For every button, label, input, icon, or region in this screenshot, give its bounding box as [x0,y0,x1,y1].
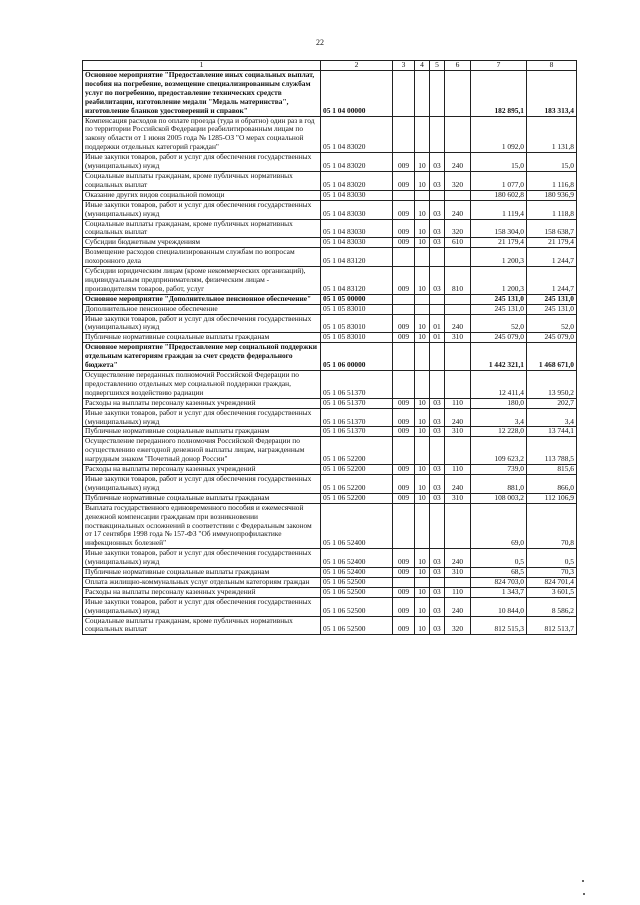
row-ministry: 009 [393,171,415,190]
col-header: 5 [430,61,445,71]
row-expense-type: 310 [445,427,471,437]
row-description: Иные закупки товаров, работ и услуг для обеспечения государственных (муниципальных) нужд [83,314,321,333]
row-value-year1: 0,5 [471,549,527,568]
row-expense-type: 240 [445,474,471,493]
row-section: 10 [415,465,430,475]
row-value-year2: 245 131,0 [527,304,577,314]
row-section [415,116,430,153]
row-expense-type: 240 [445,314,471,333]
row-subsection [430,437,445,465]
row-code: 05 1 04 83030 [321,200,393,219]
row-code: 05 1 06 51370 [321,427,393,437]
row-ministry: 009 [393,267,415,295]
row-subsection: 03 [430,465,445,475]
row-value-year1: 3,4 [471,408,527,427]
row-value-year1: 1 200,3 [471,267,527,295]
row-code: 05 1 05 83010 [321,314,393,333]
row-code: 05 1 06 52400 [321,503,393,549]
row-subsection: 03 [430,219,445,238]
row-code: 05 1 06 51370 [321,408,393,427]
row-subsection: 03 [430,398,445,408]
row-expense-type: 320 [445,171,471,190]
row-section [415,294,430,304]
row-description: Компенсация расходов по оплате проезда (туда и обратно) один раз в год по территории Российской Федерации реабилитированным лицам по закону области от 1 июня 2005 года № 1285-ОЗ "О мерах социальной поддержки отдельных категорий граждан" [83,116,321,153]
row-subsection: 03 [430,427,445,437]
row-value-year1: 21 179,4 [471,238,527,248]
table-row [83,343,577,371]
row-code: 05 1 04 83120 [321,248,393,267]
row-subsection [430,304,445,314]
table-row [83,219,577,238]
row-expense-type [445,577,471,587]
row-value-year2: 1 116,8 [527,171,577,190]
row-section [415,304,430,314]
row-description: Иные закупки товаров, работ и услуг для обеспечения государственных (муниципальных) нужд [83,200,321,219]
table-row [83,597,577,616]
row-code: 05 1 04 83020 [321,171,393,190]
row-code: 05 1 05 83010 [321,333,393,343]
row-value-year2: 3,4 [527,408,577,427]
row-value-year2: 824 701,4 [527,577,577,587]
row-expense-type: 310 [445,333,471,343]
row-value-year1: 1 200,3 [471,248,527,267]
row-subsection: 01 [430,314,445,333]
row-value-year2: 1 118,8 [527,200,577,219]
row-value-year1: 108 003,2 [471,493,527,503]
row-code: 05 1 06 52500 [321,587,393,597]
row-expense-type: 310 [445,493,471,503]
row-value-year2: 112 106,9 [527,493,577,503]
row-ministry [393,304,415,314]
row-value-year2: 1 131,8 [527,116,577,153]
row-subsection: 03 [430,171,445,190]
row-subsection: 03 [430,616,445,635]
table-row [83,116,577,153]
table-row [83,408,577,427]
row-section: 10 [415,153,430,172]
table-row [83,371,577,399]
row-ministry [393,577,415,587]
table-row [83,474,577,493]
row-description: Расходы на выплаты персоналу казенных учреждений [83,587,321,597]
row-description: Основное мероприятие "Предоставление мер социальной поддержки отдельным категориям граждан за счет средств федерального бюджета" [83,343,321,371]
row-value-year2: 1 244,7 [527,248,577,267]
row-value-year1: 158 304,0 [471,219,527,238]
row-subsection: 03 [430,238,445,248]
row-ministry: 009 [393,597,415,616]
row-section [415,577,430,587]
row-section: 10 [415,427,430,437]
row-subsection: 03 [430,587,445,597]
row-value-year1: 1 442 321,1 [471,343,527,371]
row-code: 05 1 06 52200 [321,474,393,493]
row-subsection: 03 [430,267,445,295]
row-value-year2: 158 638,7 [527,219,577,238]
row-value-year1: 109 623,2 [471,437,527,465]
row-value-year1: 52,0 [471,314,527,333]
row-value-year1: 739,0 [471,465,527,475]
row-ministry [393,437,415,465]
row-ministry: 009 [393,314,415,333]
col-header: 3 [393,61,415,71]
row-code: 05 1 06 52500 [321,616,393,635]
row-code: 05 1 06 52400 [321,568,393,578]
row-description: Социальные выплаты гражданам, кроме публичных нормативных социальных выплат [83,171,321,190]
row-value-year2: 13 950,2 [527,371,577,399]
row-description: Публичные нормативные социальные выплаты гражданам [83,333,321,343]
row-section: 10 [415,587,430,597]
row-code: 05 1 06 52200 [321,493,393,503]
row-description: Основное мероприятие "Дополнительное пенсионное обеспечение" [83,294,321,304]
table-row [83,577,577,587]
row-value-year1: 180,0 [471,398,527,408]
table-row [83,200,577,219]
row-description: Основное мероприятие "Предоставление иных социальных выплат, пособия на погребение, возмещение специализированным службам услуг по погребению, предоставление технических средств реабилитации, изготовление медали "Медаль материнства", изготовление бланков удостоверений и справок" [83,71,321,117]
row-description: Субсидии юридическим лицам (кроме некоммерческих организаций), индивидуальным предпринимателям, физическим лицам - производителям товаров, работ, услуг [83,267,321,295]
row-code: 05 1 04 83020 [321,116,393,153]
table-row [83,616,577,635]
table-row [83,503,577,549]
row-section: 10 [415,474,430,493]
row-value-year2: 0,5 [527,549,577,568]
row-value-year1: 68,5 [471,568,527,578]
row-expense-type [445,190,471,200]
row-expense-type [445,437,471,465]
row-description: Дополнительное пенсионное обеспечение [83,304,321,314]
row-description: Иные закупки товаров, работ и услуг для обеспечения государственных (муниципальных) нужд [83,153,321,172]
row-ministry: 009 [393,549,415,568]
row-expense-type: 310 [445,568,471,578]
row-value-year1: 182 895,1 [471,71,527,117]
row-code: 05 1 06 00000 [321,343,393,371]
table-row [83,587,577,597]
row-value-year2: 815,6 [527,465,577,475]
row-code: 05 1 04 83030 [321,219,393,238]
col-header: 4 [415,61,430,71]
row-description: Публичные нормативные социальные выплаты гражданам [83,568,321,578]
col-header: 7 [471,61,527,71]
row-description: Иные закупки товаров, работ и услуг для обеспечения государственных (муниципальных) нужд [83,549,321,568]
page-number: 22 [316,38,324,47]
row-expense-type [445,294,471,304]
row-section [415,248,430,267]
row-subsection [430,503,445,549]
row-section: 10 [415,333,430,343]
row-section [415,371,430,399]
row-description: Оплата жилищно-коммунальных услуг отдельным категориям граждан [83,577,321,587]
row-value-year2: 15,0 [527,153,577,172]
row-section: 10 [415,171,430,190]
table-row [83,153,577,172]
row-subsection: 03 [430,153,445,172]
row-value-year1: 824 703,0 [471,577,527,587]
row-expense-type [445,503,471,549]
row-value-year1: 10 844,0 [471,597,527,616]
row-code: 05 1 06 51370 [321,398,393,408]
table-row [83,549,577,568]
row-description: Социальные выплаты гражданам, кроме публичных нормативных социальных выплат [83,219,321,238]
row-subsection: 01 [430,333,445,343]
row-expense-type: 240 [445,549,471,568]
row-section: 10 [415,549,430,568]
row-code: 05 1 06 52200 [321,465,393,475]
row-value-year2: 183 313,4 [527,71,577,117]
table-row [83,398,577,408]
row-description: Публичные нормативные социальные выплаты гражданам [83,493,321,503]
row-value-year1: 1 343,7 [471,587,527,597]
row-description: Возмещение расходов специализированным службам по вопросам похоронного дела [83,248,321,267]
header-row [83,61,577,71]
row-value-year1: 1 092,0 [471,116,527,153]
row-code: 05 1 04 83020 [321,153,393,172]
row-section [415,343,430,371]
row-code: 05 1 06 52200 [321,437,393,465]
row-subsection [430,343,445,371]
row-subsection [430,248,445,267]
row-ministry: 009 [393,408,415,427]
row-expense-type: 110 [445,398,471,408]
row-ministry [393,190,415,200]
row-code: 05 1 05 00000 [321,294,393,304]
row-expense-type: 110 [445,587,471,597]
row-value-year1: 812 515,3 [471,616,527,635]
row-subsection [430,71,445,117]
row-code: 05 1 06 52500 [321,577,393,587]
budget-table [82,60,577,635]
row-section: 10 [415,314,430,333]
row-ministry: 009 [393,616,415,635]
table-row [83,437,577,465]
row-code: 05 1 05 83010 [321,304,393,314]
row-value-year2: 8 586,2 [527,597,577,616]
row-value-year1: 245 079,0 [471,333,527,343]
table-row [83,465,577,475]
row-value-year2: 180 936,9 [527,190,577,200]
row-ministry [393,294,415,304]
row-description: Выплата государственного единовременного пособия и ежемесячной денежной компенсации гражданам при возникновении поствакцинальных осложнений в соответствии с Федеральным законом от 17 сентября 1998 года № 157-ФЗ "Об иммунопрофилактике инфекционных болезней" [83,503,321,549]
row-code: 05 1 04 83030 [321,190,393,200]
row-expense-type [445,248,471,267]
row-ministry: 009 [393,219,415,238]
table-row [83,267,577,295]
row-section [415,437,430,465]
row-value-year2: 245 131,0 [527,294,577,304]
row-section: 10 [415,200,430,219]
row-subsection: 03 [430,408,445,427]
row-expense-type: 240 [445,408,471,427]
row-value-year2: 245 079,0 [527,333,577,343]
row-subsection [430,294,445,304]
row-subsection: 03 [430,200,445,219]
row-expense-type: 240 [445,153,471,172]
row-code: 05 1 04 83030 [321,238,393,248]
row-expense-type: 320 [445,219,471,238]
row-description: Расходы на выплаты персоналу казенных учреждений [83,465,321,475]
row-expense-type: 810 [445,267,471,295]
table-row [83,190,577,200]
row-code: 05 1 06 52400 [321,549,393,568]
row-expense-type: 240 [445,200,471,219]
col-header: 1 [83,61,321,71]
table-row [83,427,577,437]
row-section [415,190,430,200]
row-expense-type [445,343,471,371]
table-row [83,314,577,333]
row-subsection: 03 [430,597,445,616]
row-value-year2: 1 244,7 [527,267,577,295]
row-description: Осуществление переданного полномочия Российской Федерации по осуществлению ежегодной денежной выплаты лицам, награжденным нагрудным знаком "Почетный донор России" [83,437,321,465]
row-value-year2: 3 601,5 [527,587,577,597]
row-ministry: 009 [393,474,415,493]
row-subsection [430,116,445,153]
row-description: Иные закупки товаров, работ и услуг для обеспечения государственных (муниципальных) нужд [83,597,321,616]
row-subsection [430,371,445,399]
row-section: 10 [415,493,430,503]
row-value-year2: 202,7 [527,398,577,408]
row-ministry: 009 [393,333,415,343]
row-section [415,71,430,117]
row-value-year1: 180 602,8 [471,190,527,200]
row-description: Иные закупки товаров, работ и услуг для обеспечения государственных (муниципальных) нужд [83,408,321,427]
table-row [83,568,577,578]
row-value-year1: 245 131,0 [471,304,527,314]
row-subsection [430,577,445,587]
table-row [83,248,577,267]
row-ministry: 009 [393,398,415,408]
row-ministry: 009 [393,200,415,219]
row-ministry: 009 [393,238,415,248]
row-expense-type: 110 [445,465,471,475]
row-section: 10 [415,568,430,578]
table-row [83,493,577,503]
row-subsection: 03 [430,474,445,493]
row-code: 05 1 04 00000 [321,71,393,117]
row-value-year2: 70,3 [527,568,577,578]
row-expense-type: 320 [445,616,471,635]
row-value-year1: 881,0 [471,474,527,493]
col-header: 8 [527,61,577,71]
row-value-year2: 21 179,4 [527,238,577,248]
row-value-year2: 812 513,7 [527,616,577,635]
row-expense-type [445,371,471,399]
row-subsection: 03 [430,549,445,568]
row-value-year1: 12 228,0 [471,427,527,437]
row-value-year1: 15,0 [471,153,527,172]
row-description: Иные закупки товаров, работ и услуг для обеспечения государственных (муниципальных) нужд [83,474,321,493]
row-ministry: 009 [393,587,415,597]
row-ministry [393,116,415,153]
scan-mark [582,880,584,882]
row-code: 05 1 06 52500 [321,597,393,616]
row-description: Расходы на выплаты персоналу казенных учреждений [83,398,321,408]
col-header: 2 [321,61,393,71]
row-value-year2: 1 468 671,0 [527,343,577,371]
table-row [83,333,577,343]
row-section: 10 [415,597,430,616]
row-section: 10 [415,238,430,248]
row-ministry: 009 [393,465,415,475]
row-description: Осуществление переданных полномочий Российской Федерации по предоставлению отдельных мер социальной поддержки граждан, подвергшихся воздействию радиации [83,371,321,399]
row-ministry: 009 [393,493,415,503]
row-value-year1: 245 131,0 [471,294,527,304]
row-value-year1: 69,0 [471,503,527,549]
row-expense-type [445,304,471,314]
row-description: Публичные нормативные социальные выплаты гражданам [83,427,321,437]
row-section: 10 [415,408,430,427]
row-value-year2: 70,8 [527,503,577,549]
table-row [83,238,577,248]
row-ministry: 009 [393,568,415,578]
table-row [83,294,577,304]
row-subsection: 03 [430,493,445,503]
row-description: Социальные выплаты гражданам, кроме публичных нормативных социальных выплат [83,616,321,635]
row-expense-type: 610 [445,238,471,248]
row-section [415,503,430,549]
row-ministry [393,248,415,267]
row-ministry [393,71,415,117]
row-section: 10 [415,267,430,295]
row-section: 10 [415,398,430,408]
row-subsection: 03 [430,568,445,578]
row-value-year2: 13 744,1 [527,427,577,437]
row-ministry [393,503,415,549]
row-expense-type: 240 [445,597,471,616]
row-value-year1: 1 077,0 [471,171,527,190]
row-ministry [393,343,415,371]
row-value-year1: 12 411,4 [471,371,527,399]
row-code: 05 1 06 51370 [321,371,393,399]
scan-mark [583,893,585,895]
col-header: 6 [445,61,471,71]
row-section: 10 [415,219,430,238]
row-description: Субсидии бюджетным учреждениям [83,238,321,248]
row-value-year1: 1 119,4 [471,200,527,219]
row-value-year2: 113 788,5 [527,437,577,465]
row-value-year2: 52,0 [527,314,577,333]
row-expense-type [445,116,471,153]
row-code: 05 1 04 83120 [321,267,393,295]
table-row [83,71,577,117]
table-row [83,304,577,314]
row-ministry: 009 [393,427,415,437]
row-expense-type [445,71,471,117]
row-subsection [430,190,445,200]
row-description: Оказание других видов социальной помощи [83,190,321,200]
row-section: 10 [415,616,430,635]
row-value-year2: 866,0 [527,474,577,493]
row-ministry [393,371,415,399]
row-ministry: 009 [393,153,415,172]
table-row [83,171,577,190]
